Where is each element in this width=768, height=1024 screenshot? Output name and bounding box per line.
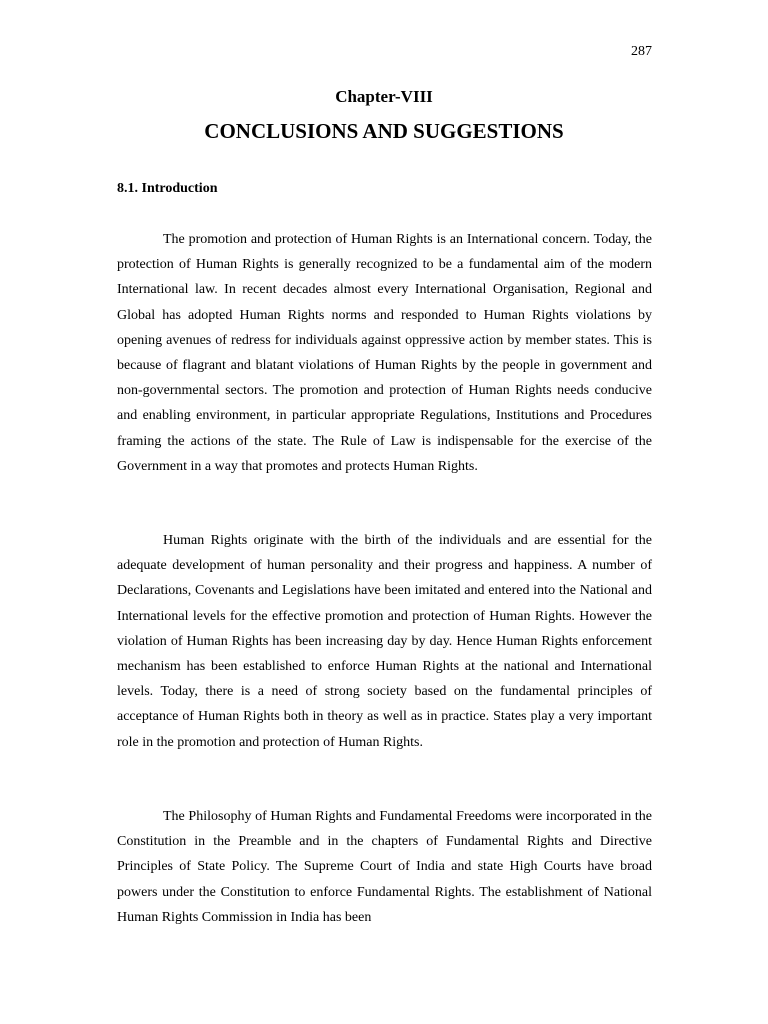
body-paragraph: The Philosophy of Human Rights and Fundamental Freedoms were incorporated in the Constitution in the Preamble and in the chapters of Fundamental Rights and Directive Principles of State Policy. The Supreme Court of India and state High Courts have broad powers under the Constitution to enforce Fundamental Rights. The establishment of National Human Rights Commission in India has been [117, 809, 652, 925]
section-heading: 8.1. Introduction [117, 181, 218, 196]
page-number: 287 [631, 44, 652, 59]
chapter-label: Chapter-VIII [335, 87, 433, 106]
body-paragraph: The promotion and protection of Human Rights is an International concern. Today, the protection of Human Rights is generally recognized to be a fundamental aim of the modern International law. In recent decades almost every International Organisation, Regional and Global has adopted Human Rights norms and responded to Human Rights violations by opening avenues of redress for individuals against oppressive action by member states. This is because of flagrant and blatant violations of Human Rights by the people in government and non-governmental sectors. The promotion and protection of Human Rights needs conducive and enabling environment, in particular appropriate Regulations, Institutions and Procedures framing the actions of the state. The Rule of Law is indispensable for the exercise of the Government in a way that promotes and protects Human Rights. [117, 232, 652, 474]
chapter-title: CONCLUSIONS AND SUGGESTIONS [204, 119, 564, 143]
body-paragraph: Human Rights originate with the birth of the individuals and are essential for the adequate development of human personality and their progress and happiness. A number of Declarations, Covenants and Legislations have been imitated and entered into the National and International levels for the effective promotion and protection of Human Rights. However the violation of Human Rights has been increasing day by day. Hence Human Rights enforcement mechanism has been established to enforce Human Rights at the national and International levels. Today, there is a need of strong society based on the fundamental principles of acceptance of Human Rights both in theory as well as in practice. States play a very important role in the promotion and protection of Human Rights. [117, 533, 652, 750]
